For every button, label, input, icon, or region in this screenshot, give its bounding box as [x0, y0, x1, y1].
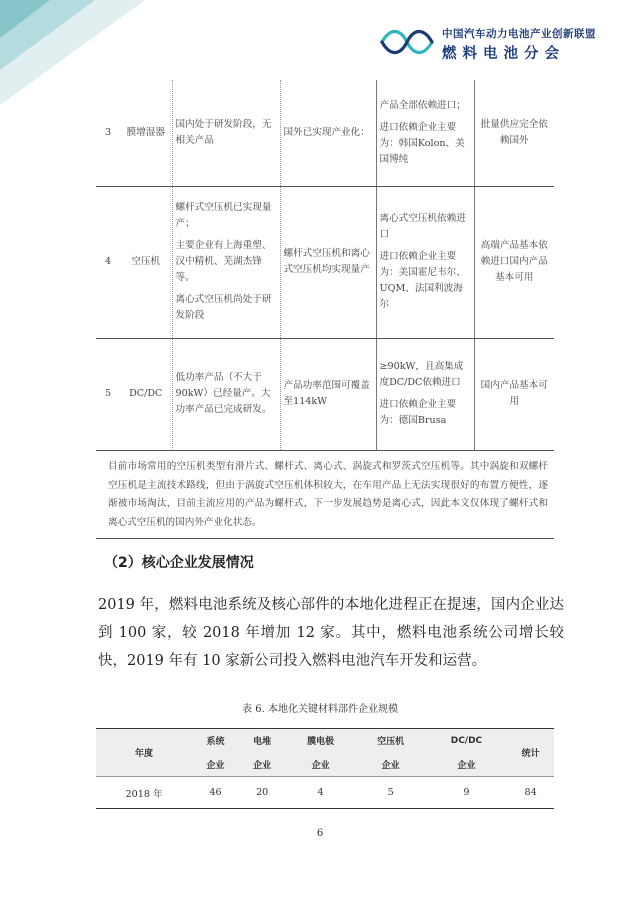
org-name-line1: 中国汽车动力电池产业创新联盟 — [442, 28, 596, 40]
row-number: 3 — [96, 80, 120, 186]
row-number: 4 — [96, 186, 120, 338]
localization-table — [96, 80, 554, 451]
header-stack: 电堆 — [239, 729, 286, 753]
page-number: 6 — [316, 828, 324, 839]
abroad-status: 国外已实现产业化： — [280, 80, 376, 186]
import-dependency: ≥90kW，且高集成度DC/DC依赖进口 进口依赖企业主要为：德国Brusa — [376, 338, 474, 450]
header-stack-sub: 企业 — [239, 753, 286, 777]
table-row — [96, 186, 554, 338]
domestic-status: 低功率产品（不大于90kW）已经量产。大功率产品已完成研发。 — [172, 338, 280, 450]
header-mea: 膜电极 — [286, 729, 356, 753]
header-compressor: 空压机 — [356, 729, 426, 753]
comparison: 批量供应完全依赖国外 — [474, 80, 554, 186]
header-year: 年度 — [96, 729, 192, 777]
component-name: 膜增湿器 — [120, 80, 172, 186]
cell-year: 2018 年 — [96, 777, 192, 809]
comparison: 高端产品基本依赖进口国内产品基本可用 — [474, 186, 554, 338]
table-caption: 表 6. 本地化关键材料部件企业规模 — [242, 704, 398, 715]
domestic-status: 螺杆式空压机已实现量产； 主要企业有上海重塑、汉中精机、芜湖杰锋等。 离心式空压机尚处于研发阶段 — [172, 186, 280, 338]
header-system: 系统 — [192, 729, 239, 753]
table-note: 目前市场常用的空压机类型有滑片式、螺杆式、离心式、涡旋式和罗茨式空压机等。其中涡旋和双螺杆空压机是主流技术路线，但由于涡旋式空压机体积较大，在车用产品上无法实现很好的布置方便性，逐渐被市场淘汰，目前主流应用的产品为螺杆式，下一步发展趋势是离心式，因此本文仅体现了螺杆式和离心式空压机的国内外产业化状态。 — [108, 461, 548, 528]
infinity-logo-icon — [378, 26, 436, 58]
cell-stack: 20 — [239, 777, 286, 809]
body-paragraph: 2019 年，燃料电池系统及核心部件的本地化进程正在提速，国内企业达到 100 家，较 2018 年增加 12 家。其中，燃料电池系统公司增长较快，2019 年有 10 家新公司投入燃料电池汽车开发和运营。 — [98, 597, 564, 669]
abroad-status: 产品功率范围可覆盖至114kW — [280, 338, 376, 450]
header-total: 统计 — [507, 729, 554, 777]
header-mea-sub: 企业 — [286, 753, 356, 777]
import-dependency: 产品全部依赖进口； 进口依赖企业主要为：韩国Kolon、美国博纯 — [376, 80, 474, 186]
table-row — [96, 338, 554, 450]
note-divider — [96, 538, 554, 539]
domestic-status: 国内处于研发阶段，无相关产品 — [172, 80, 280, 186]
header-system-sub: 企业 — [192, 753, 239, 777]
row-number: 5 — [96, 338, 120, 450]
table-row — [96, 80, 554, 186]
header-dcdc: DC/DC — [426, 729, 508, 753]
header-logo — [378, 22, 618, 66]
cell-system: 46 — [192, 777, 239, 809]
table-header-row — [96, 729, 554, 753]
component-name: DC/DC — [120, 338, 172, 450]
section-title: （2）核心企业发展情况 — [104, 555, 254, 571]
org-name-line2: 燃料电池分会 — [442, 45, 565, 62]
cell-compressor: 5 — [356, 777, 426, 809]
cell-dcdc: 9 — [426, 777, 508, 809]
import-dependency: 离心式空压机依赖进口 进口依赖企业主要为：美国霍尼韦尔、UQM、法国利波海尔 — [376, 186, 474, 338]
table-row — [96, 777, 554, 809]
cell-mea: 4 — [286, 777, 356, 809]
component-name: 空压机 — [120, 186, 172, 338]
header-dcdc-sub: 企业 — [426, 753, 508, 777]
abroad-status: 螺杆式空压机和离心式空压机均实现量产 — [280, 186, 376, 338]
header-compressor-sub: 企业 — [356, 753, 426, 777]
cell-total: 84 — [507, 777, 554, 809]
comparison: 国内产品基本可用 — [474, 338, 554, 450]
enterprise-scale-table — [96, 728, 554, 809]
